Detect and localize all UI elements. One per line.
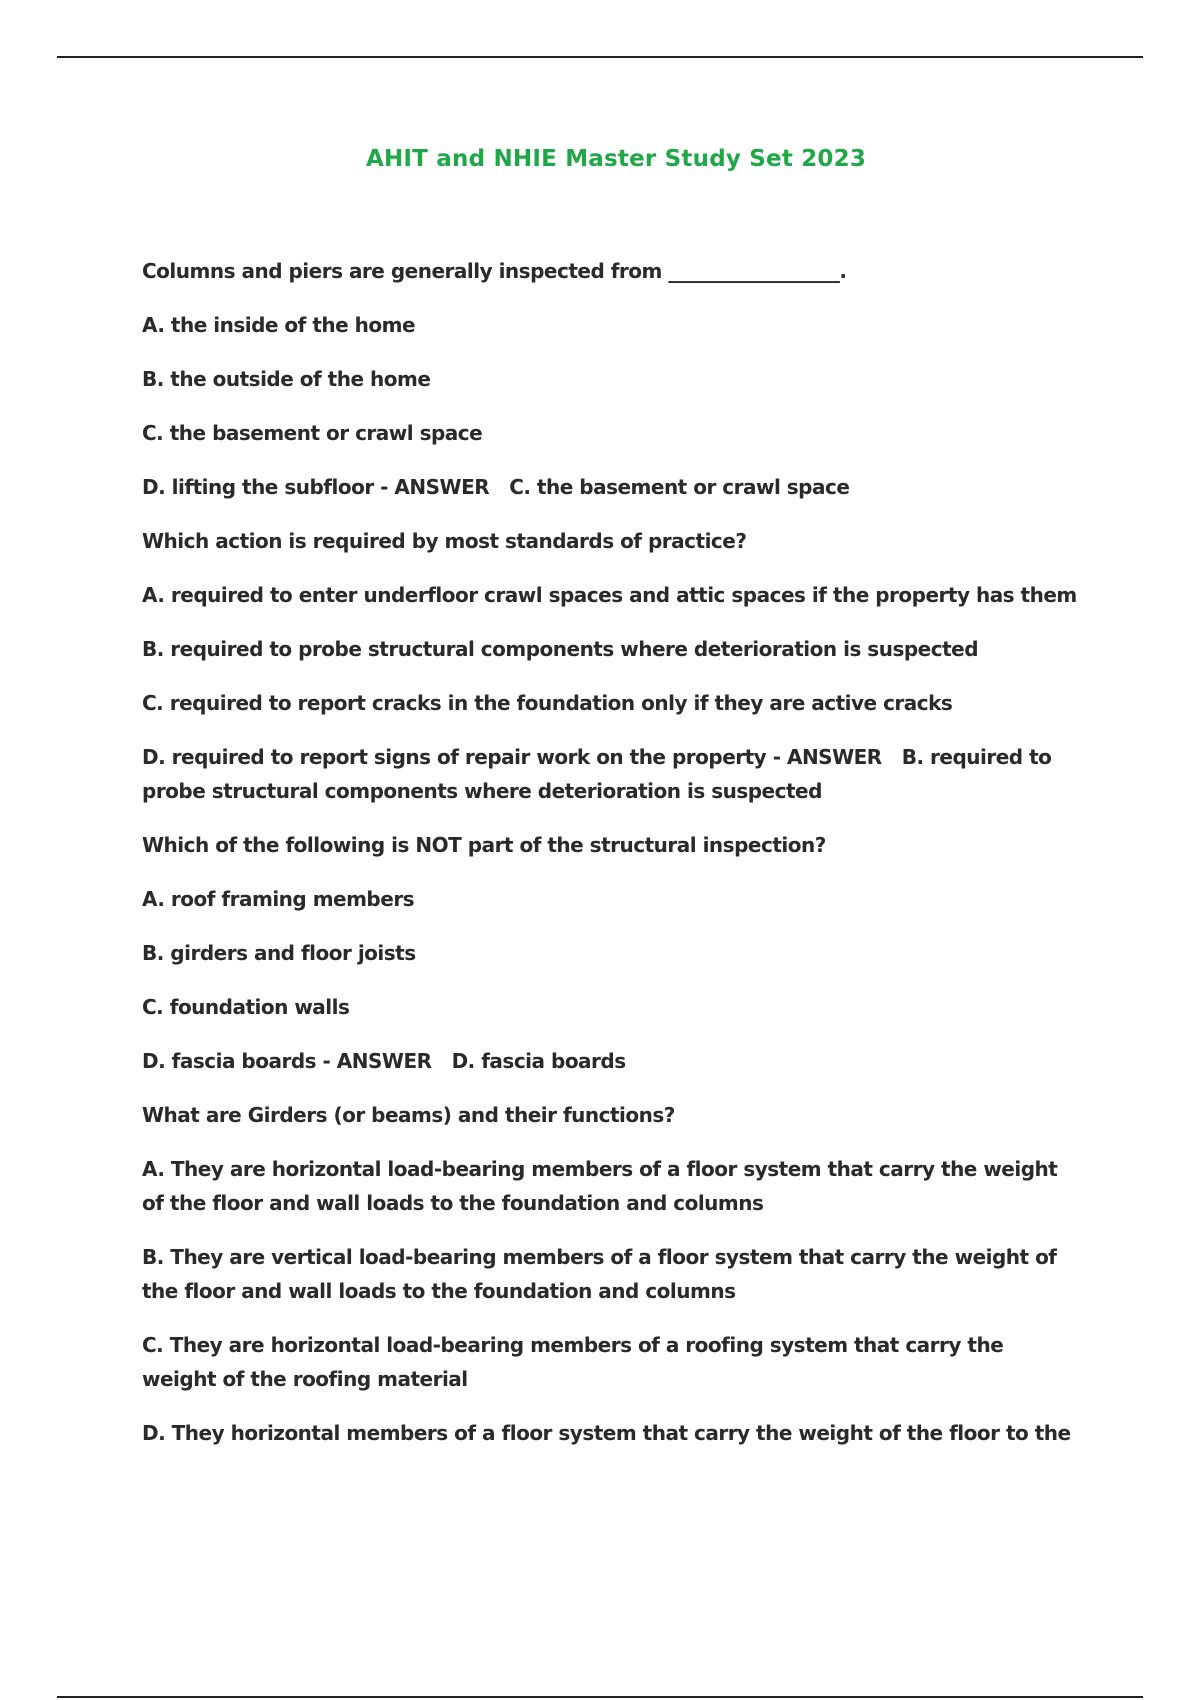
q4-option-c: C. They are horizontal load-bearing members of a roofing system that carry the weight of the roofing material: [142, 1333, 1004, 1391]
q4-option-b: B. They are vertical load-bearing members of a floor system that carry the weight of the floor and wall loads to the foundation and columns: [142, 1245, 1057, 1303]
question-2: Which action is required by most standards of practice?: [142, 529, 747, 553]
q2-option-b: B. required to probe structural components where deterioration is suspected: [142, 637, 979, 661]
q3-answer-marker: - ANSWER: [322, 1049, 432, 1073]
question-4: What are Girders (or beams) and their functions?: [142, 1103, 675, 1127]
q3-option-b: B. girders and floor joists: [142, 941, 416, 965]
q2-option-c: C. required to report cracks in the foundation only if they are active cracks: [142, 691, 953, 715]
q2-option-d-with-answer: [142, 740, 1082, 808]
q3-option-a: A. roof framing members: [142, 887, 415, 911]
q3-option-c: C. foundation walls: [142, 995, 350, 1019]
q2-answer-marker: - ANSWER: [772, 745, 882, 769]
q1-option-d-with-answer: [142, 470, 1082, 504]
q1-answer: C. the basement or crawl space: [509, 475, 850, 499]
top-rule: [57, 56, 1143, 58]
question-3: Which of the following is NOT part of the structural inspection?: [142, 833, 826, 857]
q3-option-d: D. fascia boards: [142, 1049, 317, 1073]
q1-option-c: C. the basement or crawl space: [142, 421, 483, 445]
q3-option-d-with-answer: [142, 1044, 1082, 1078]
q2-option-a: A. required to enter underfloor crawl spaces and attic spaces if the property has them: [142, 583, 1077, 607]
q2-answer: B. required to probe structural components where deterioration is suspected: [142, 745, 1052, 803]
q1-option-b: B. the outside of the home: [142, 367, 431, 391]
q4-option-d: D. They horizontal members of a floor system that carry the weight of the floor to the: [142, 1421, 1071, 1445]
q1-answer-marker: - ANSWER: [380, 475, 490, 499]
q2-option-d: D. required to report signs of repair work on the property: [142, 745, 767, 769]
q1-option-d: D. lifting the subfloor: [142, 475, 374, 499]
question-1: Columns and piers are generally inspected from __________________.: [142, 259, 847, 283]
q4-option-a: A. They are horizontal load-bearing members of a floor system that carry the weight of the floor and wall loads to the foundation and columns: [142, 1157, 1058, 1215]
q3-answer: D. fascia boards: [451, 1049, 626, 1073]
bottom-rule: [57, 1696, 1143, 1698]
study-content: [142, 254, 1082, 1470]
q1-option-a: A. the inside of the home: [142, 313, 416, 337]
document-title: AHIT and NHIE Master Study Set 2023: [365, 146, 867, 172]
